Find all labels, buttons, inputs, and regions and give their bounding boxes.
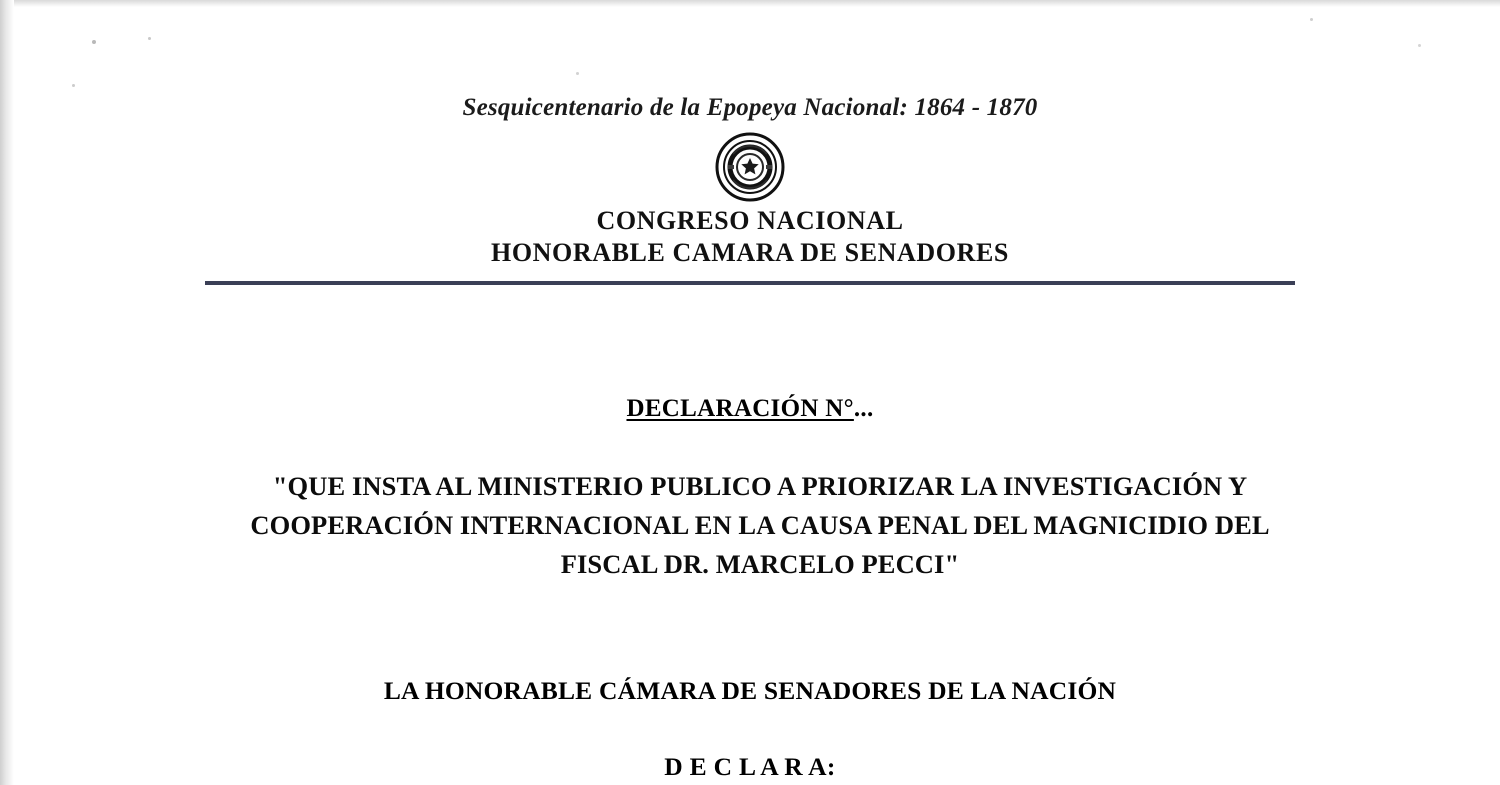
scan-edge-left	[0, 0, 14, 785]
scan-speck	[1418, 44, 1421, 47]
paraguay-national-seal-icon	[711, 131, 789, 203]
header-divider	[205, 281, 1295, 285]
declaration-number-label: DECLARACIÓN N°	[626, 395, 854, 423]
scan-speck	[1310, 18, 1313, 21]
declaration-number-value: ...	[853, 395, 874, 423]
document-motto: Sesquicentenario de la Epopeya Nacional: 1864 - 1870	[462, 94, 1038, 121]
chamber-line: LA HONORABLE CÁMARA DE SENADORES DE LA NACIÓN	[383, 676, 1117, 706]
declaration-number	[205, 395, 1295, 423]
document-body	[205, 0, 1295, 782]
seal-container	[205, 131, 1295, 203]
declares-heading: D E C L A R A:	[664, 752, 836, 782]
organization-line-2: HONORABLE CAMARA DE SENADORES	[491, 237, 1009, 267]
document-title: "QUE INSTA AL MINISTERIO PUBLICO A PRIORIZAR LA INVESTIGACIÓN Y COOPERACIÓN INTERNACIONAL EN LA CAUSA PENAL DEL MAGNICIDIO DEL FISCAL DR. MARCELO PECCI"	[250, 471, 1270, 580]
scan-speck	[72, 84, 75, 87]
scan-speck	[92, 40, 96, 44]
organization-line-1: CONGRESO NACIONAL	[596, 206, 904, 235]
scan-speck	[148, 37, 151, 40]
